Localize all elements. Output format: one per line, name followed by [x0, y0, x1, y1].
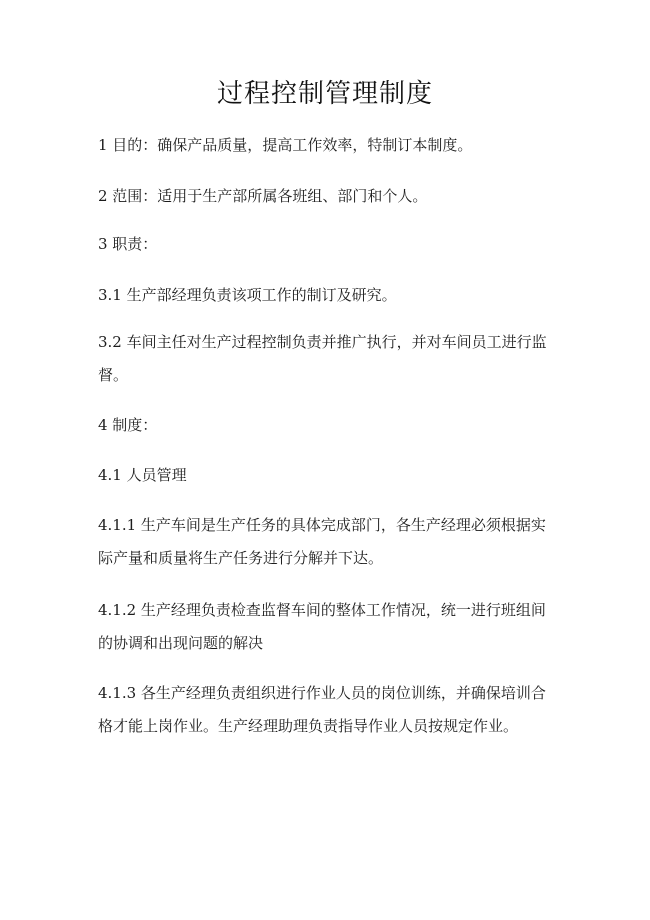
- paragraph-4-1-2: 4.1.2 生产经理负责检查监督车间的整体工作情况，统一进行班组间的协调和出现问题的解决: [98, 601, 546, 652]
- paragraph-system-heading: 4 制度：: [98, 416, 158, 434]
- paragraph-4-1-3: 4.1.3 各生产经理负责组织进行作业人员的岗位训练，并确保培训合格才能上岗作业。生产经理助理负责指导作业人员按规定作业。: [98, 684, 546, 735]
- paragraph-scope: 2 范围：适用于生产部所属各班组、部门和个人。: [98, 187, 428, 205]
- paragraph-purpose: 1 目的：确保产品质量，提高工作效率，特制订本制度。: [98, 136, 473, 154]
- paragraph-personnel-management: 4.1 人员管理: [98, 466, 187, 484]
- paragraph-responsibilities-heading: 3 职责：: [98, 235, 158, 253]
- paragraph-4-1-1: 4.1.1 生产车间是生产任务的具体完成部门，各生产经理必须根据实际产量和质量将生产任务进行分解并下达。: [98, 516, 546, 567]
- document-title: 过程控制管理制度: [216, 79, 433, 109]
- paragraph-responsibility-3-2: 3.2 车间主任对生产过程控制负责并推广执行，并对车间员工进行监督。: [98, 333, 547, 384]
- paragraph-responsibility-3-1: 3.1 生产部经理负责该项工作的制订及研究。: [98, 286, 397, 304]
